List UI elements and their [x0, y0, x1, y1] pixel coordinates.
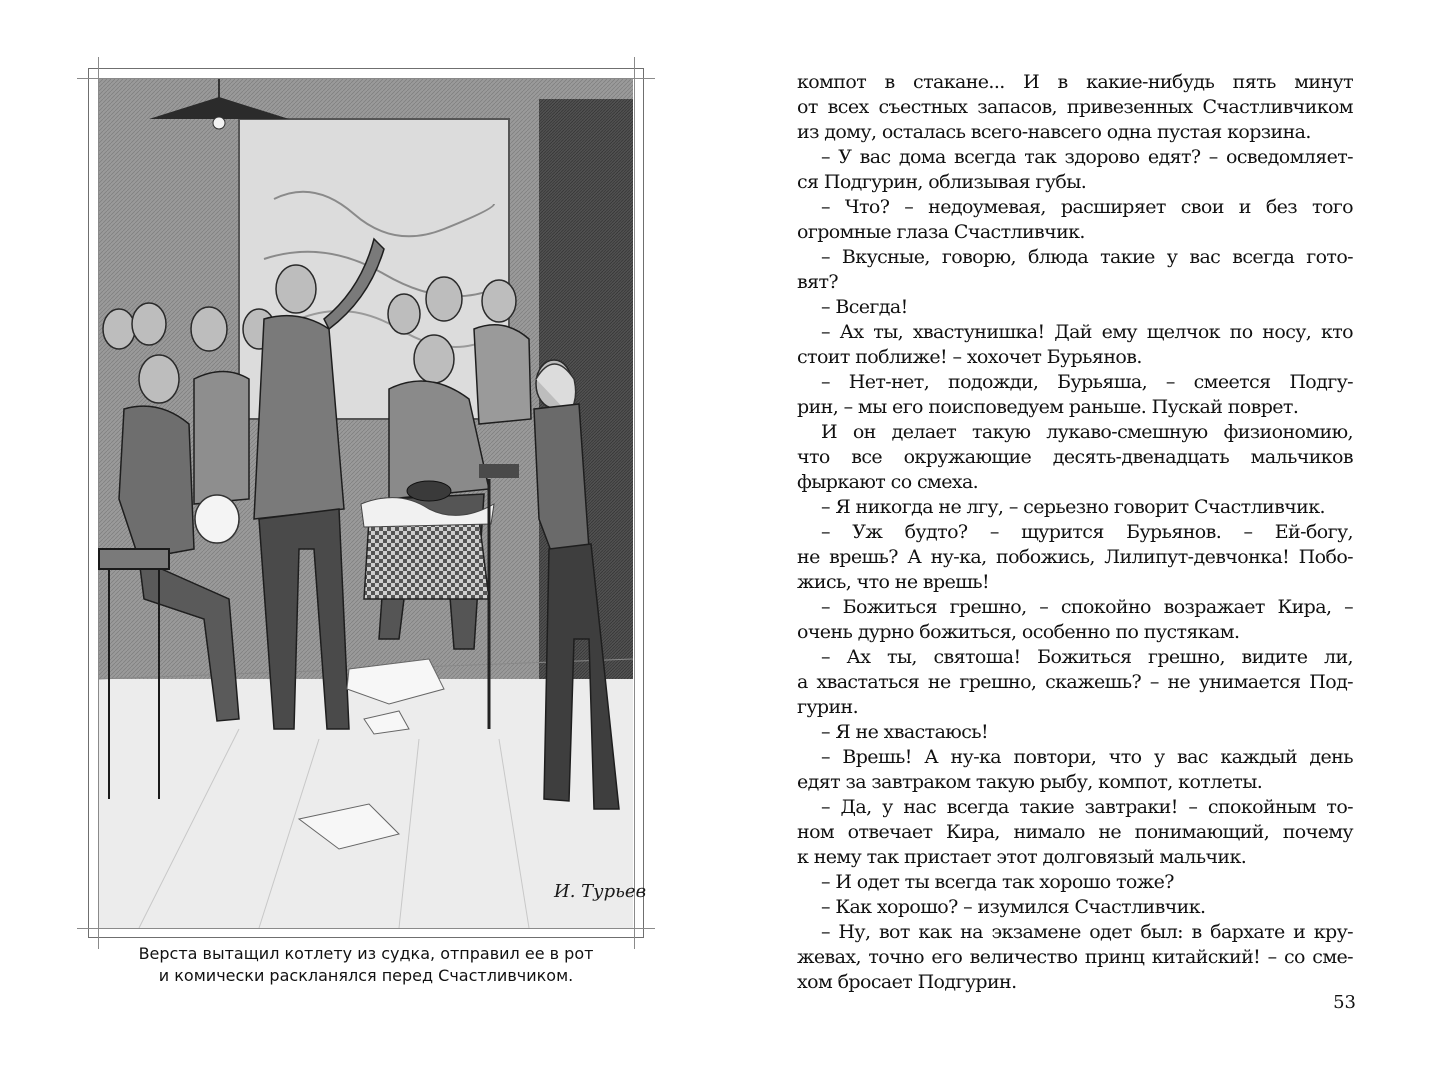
- text-line: хом бросает Подгурин.: [797, 971, 1017, 993]
- text-line: – Я не хвастаюсь!: [821, 721, 989, 743]
- text-line: от всех съестных запасов, привезенных Счастливчиком: [797, 96, 1353, 118]
- text-line: из дому, осталась всего-навсего одна пустая корзина.: [797, 121, 1311, 143]
- frame-line-right: [634, 57, 635, 949]
- text-line: фыркают со смеха.: [797, 471, 979, 493]
- text-line: а хвастаться не грешно, скажешь? – не унимается Под-: [797, 671, 1353, 693]
- artist-signature: И. Турьев: [554, 881, 647, 902]
- text-line: – Что? – недоумевая, расширяет свои и без того: [821, 196, 1353, 218]
- text-line: – Врешь! А ну-ка повтори, что у вас каждый день: [821, 746, 1353, 768]
- illustration-caption: [96, 943, 636, 987]
- body-text: [797, 70, 1353, 995]
- text-line: не врешь? А ну-ка, побожись, Лилипут-девчонка! Побо-: [797, 546, 1353, 568]
- text-line: к нему так пристает этот долговязый мальчик.: [797, 846, 1247, 868]
- caption-line: Верста вытащил котлету из судка, отправил ее в рот: [138, 944, 594, 963]
- text-line: – Вкусные, говорю, блюда такие у вас всегда гото-: [821, 246, 1353, 268]
- text-line: – Да, у нас всегда такие завтраки! – спокойным то-: [821, 796, 1353, 818]
- text-line: огромные глаза Счастливчик.: [797, 221, 1085, 243]
- text-line: – У вас дома всегда так здорово едят? – осведомляет-: [821, 146, 1353, 168]
- illustration-frame: [88, 68, 647, 938]
- text-line: рин, – мы его поисповедуем раньше. Пускай поврет.: [797, 396, 1299, 418]
- text-line: очень дурно божиться, особенно по пустякам.: [797, 621, 1240, 643]
- text-line: И он делает такую лукаво-смешную физиономию,: [821, 421, 1353, 443]
- text-line: – Как хорошо? – изумился Счастливчик.: [821, 896, 1206, 918]
- text-line: гурин.: [797, 696, 859, 718]
- page-number: 53: [1333, 992, 1356, 1013]
- text-line: ся Подгурин, облизывая губы.: [797, 171, 1087, 193]
- engraving-image: [99, 79, 647, 928]
- text-line: – Уж будто? – щурится Бурьянов. – Ей-богу,: [821, 521, 1353, 543]
- text-line: – Всегда!: [821, 296, 908, 318]
- text-line: едят за завтраком такую рыбу, компот, котлеты.: [797, 771, 1263, 793]
- caption-line: и комически раскланялся перед Счастливчиком.: [158, 966, 574, 985]
- text-line: – Нет-нет, подожди, Бурьяша, – смеется Подгу-: [821, 371, 1353, 393]
- text-line: вят?: [797, 271, 838, 293]
- text-line: жевах, точно его величество принц китайский! – со сме-: [797, 946, 1353, 968]
- text-line: – Ну, вот как на экзамене одет был: в бархате и кру-: [821, 921, 1353, 943]
- text-line: жись, что не врешь!: [797, 571, 990, 593]
- text-line: – Ах ты, святоша! Божиться грешно, видите ли,: [821, 646, 1353, 668]
- text-line: что все окружающие десять-двенадцать мальчиков: [797, 446, 1353, 468]
- text-line: стоит поближе! – хохочет Бурьянов.: [797, 346, 1142, 368]
- text-line: ном отвечает Кира, нимало не понимающий, почему: [797, 821, 1353, 843]
- text-line: компот в стакане... И в какие-нибудь пять минут: [797, 71, 1353, 93]
- text-line: – Ах ты, хвастунишка! Дай ему щелчок по носу, кто: [821, 321, 1353, 343]
- text-line: – И одет ты всегда так хорошо тоже?: [821, 871, 1174, 893]
- text-line: – Я никогда не лгу, – серьезно говорит Счастливчик.: [821, 496, 1325, 518]
- text-line: – Божиться грешно, – спокойно возражает Кира, –: [821, 596, 1353, 618]
